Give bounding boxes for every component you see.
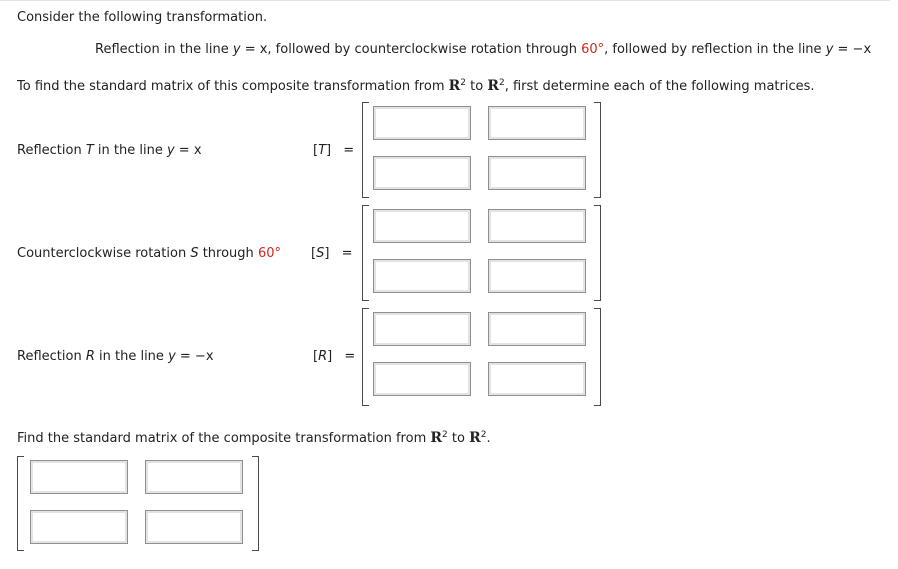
- matrix-t-label: [17, 143, 202, 158]
- symbol-var: T: [318, 143, 327, 158]
- equals-sign: =: [344, 349, 356, 364]
- symbol-close: ]: [327, 349, 333, 364]
- description-eq1-rest: = x: [240, 42, 268, 57]
- composite-left-bracket: [17, 456, 24, 551]
- label-eq-var: y: [166, 143, 175, 158]
- matrix-r-left-bracket: [362, 308, 369, 406]
- label-prefix: Reflection: [17, 143, 86, 158]
- label-var: S: [190, 246, 199, 261]
- equals-sign: =: [343, 143, 355, 158]
- real-space-symbol: R: [430, 430, 443, 446]
- matrix-s-label: [17, 246, 281, 261]
- final-part1: Find the standard matrix of the composite transformation from: [17, 431, 431, 446]
- real-space-symbol: R: [469, 430, 481, 446]
- transformation-description: [95, 42, 871, 57]
- exponent: 2: [460, 78, 466, 88]
- exponent: 2: [480, 430, 487, 440]
- matrix-s-symbol: [311, 246, 352, 261]
- matrix-t-entry-11[interactable]: [373, 106, 471, 140]
- matrix-t-entry-12[interactable]: [488, 106, 586, 140]
- matrix-r-entry-21[interactable]: [373, 362, 471, 396]
- top-divider: [0, 0, 890, 1]
- matrix-t-entry-21[interactable]: [373, 156, 471, 190]
- label-eq-rest: = x: [174, 143, 202, 158]
- matrix-r-right-bracket: [594, 308, 601, 406]
- exponent: 2: [442, 430, 448, 440]
- label-mid: in the line: [93, 143, 167, 158]
- description-eq1-var: y: [232, 42, 241, 57]
- matrix-s-right-bracket: [594, 205, 601, 301]
- matrix-t-right-bracket: [594, 102, 601, 198]
- intro-text: Consider the following transformation.: [17, 10, 268, 25]
- equals-sign: =: [341, 246, 353, 261]
- description-part2: , followed by counterclockwise rotation through: [267, 42, 582, 57]
- matrix-r-entry-22[interactable]: [488, 362, 586, 396]
- label-var: R: [85, 349, 95, 364]
- symbol-open: [: [311, 246, 317, 261]
- matrix-r-symbol: [313, 349, 355, 364]
- symbol-open: [: [313, 349, 319, 364]
- composite-entry-21[interactable]: [30, 510, 128, 544]
- matrix-r-entry-11[interactable]: [373, 312, 471, 346]
- matrix-t-entry-22[interactable]: [488, 156, 586, 190]
- symbol-close: ]: [324, 246, 330, 261]
- matrix-r-entry-12[interactable]: [488, 312, 586, 346]
- instruction-to: to: [466, 79, 488, 94]
- final-to: to: [447, 431, 470, 446]
- description-eq2-var: y: [825, 42, 834, 57]
- instruction-part2: , first determine each of the following matrices.: [504, 79, 815, 94]
- matrix-s-entry-21[interactable]: [373, 259, 471, 293]
- matrix-s-left-bracket: [362, 205, 369, 301]
- matrix-t-symbol: [313, 143, 354, 158]
- matrix-s-entry-11[interactable]: [373, 209, 471, 243]
- instruction-part1: To find the standard matrix of this composite transformation from: [17, 79, 449, 94]
- composite-entry-11[interactable]: [30, 460, 128, 494]
- label-prefix: Reflection: [17, 349, 86, 364]
- description-part3: , followed by reflection in the line: [604, 42, 826, 57]
- label-eq-var: y: [168, 349, 176, 364]
- matrix-r-label: [17, 349, 214, 364]
- instruction-text: [17, 78, 815, 94]
- description-eq2-rest: = −x: [833, 42, 872, 57]
- matrix-t-left-bracket: [362, 102, 369, 198]
- rotation-angle: 60°: [581, 42, 605, 57]
- symbol-close: ]: [326, 143, 332, 158]
- label-eq-rest: = −x: [175, 349, 214, 364]
- symbol-var: R: [318, 349, 328, 364]
- composite-entry-22[interactable]: [145, 510, 243, 544]
- final-end: .: [486, 431, 491, 446]
- composite-right-bracket: [252, 456, 259, 551]
- label-var: T: [85, 143, 94, 158]
- label-prefix: Counterclockwise rotation: [17, 246, 191, 261]
- label-mid: through: [198, 246, 258, 261]
- symbol-var: S: [316, 246, 325, 261]
- matrix-s-entry-22[interactable]: [488, 259, 586, 293]
- label-angle: 60°: [257, 246, 281, 261]
- exponent: 2: [498, 78, 505, 88]
- matrix-s-entry-12[interactable]: [488, 209, 586, 243]
- final-prompt: [17, 430, 491, 446]
- description-part1: Reflection in the line: [95, 42, 233, 57]
- symbol-open: [: [313, 143, 319, 158]
- real-space-symbol: R: [448, 78, 461, 94]
- label-mid: in the line: [94, 349, 169, 364]
- composite-entry-12[interactable]: [145, 460, 243, 494]
- real-space-symbol: R: [487, 78, 499, 94]
